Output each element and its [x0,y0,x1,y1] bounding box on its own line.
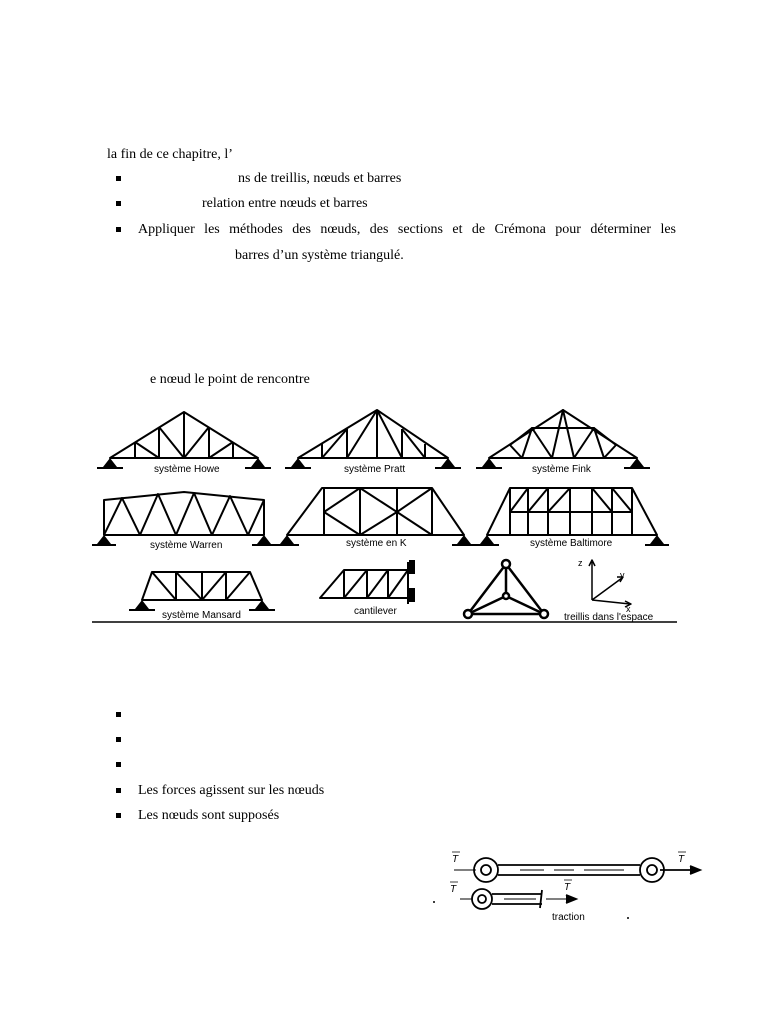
truss-types-figure [92,400,682,630]
bullet-marker [116,737,121,742]
objective-3-continued: barres d’un système triangulé. [235,248,404,263]
bullet-marker [116,712,121,717]
objective-2: relation entre nœuds et barres [202,196,368,211]
truss-howe [110,412,258,458]
hypothesis-nodes: Les nœuds sont supposés [138,808,280,823]
force-T-left: T [452,854,459,865]
label-howe: système Howe [154,464,220,475]
traction-label: traction [552,912,585,923]
xyz-axes-icon [589,560,631,607]
label-space: treillis dans l'espace [564,612,654,623]
label-mansard: système Mansard [162,610,241,621]
bullet-marker [116,813,121,818]
label-pratt: système Pratt [344,464,406,475]
bullet-marker [116,201,121,206]
bar-long [454,858,700,882]
truss-mansard [142,572,262,600]
truss-cantilever [320,562,408,604]
label-fink: système Fink [532,464,591,475]
bullet-marker [116,176,121,181]
truss-fink [489,410,637,458]
objective-1: ns de treillis, nœuds et barres [238,171,402,186]
truss-pratt [298,410,448,458]
bar-short [460,889,576,909]
label-k: système en K [346,538,407,549]
objective-3: Appliquer les méthodes des nœuds, des sections et de Crémona pour déterminer les [138,222,676,237]
traction-figure [424,846,714,928]
force-T-short-right: T [564,882,571,893]
intro-line: la fin de ce chapitre, l’ [107,147,233,162]
label-warren: système Warren [150,540,223,551]
truss-k [287,488,464,535]
truss-baltimore [487,488,657,535]
bullet-marker [116,227,121,232]
definition-text: e nœud le point de rencontre [150,372,310,387]
truss-warren [104,492,264,535]
axis-x-label: x [626,604,631,614]
axis-z-label: z [578,558,583,568]
bullet-marker [116,788,121,793]
force-T-right: T [678,854,685,865]
force-T-short-left: T [450,884,457,895]
label-cantilever: cantilever [354,606,397,617]
truss-space [464,560,548,618]
label-baltimore: système Baltimore [530,538,613,549]
bullet-marker [116,762,121,767]
hypothesis-forces: Les forces agissent sur les nœuds [138,783,325,798]
axis-y-label: y [620,570,625,580]
